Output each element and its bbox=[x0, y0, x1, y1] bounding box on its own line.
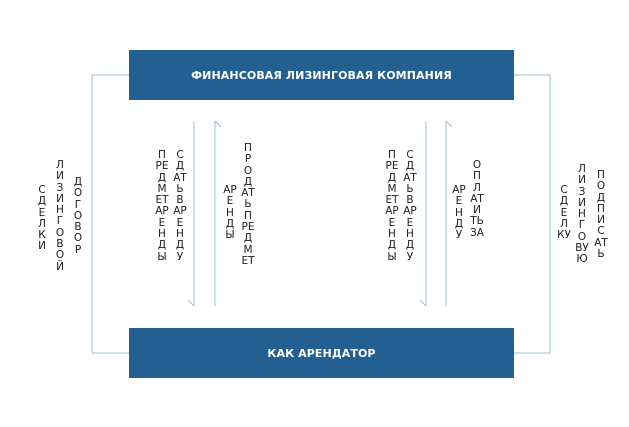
center-left-down-col-2: СДАТЬ В АРЕНДУ bbox=[173, 149, 187, 263]
lessee-label: КАК АРЕНДАТОР bbox=[267, 346, 376, 360]
center-right-up-col-2: ОПЛАТИТЬ ЗА bbox=[470, 159, 484, 239]
center-left-up-col-2: ПРОДАТЬ ПРЕДМЕТ bbox=[241, 142, 255, 267]
left-outer-col-2: ЛИЗИНГОВОЙ bbox=[55, 159, 65, 273]
leasing-company-label: ФИНАНСОВАЯ ЛИЗИНГОВАЯ КОМПАНИЯ bbox=[191, 68, 452, 82]
center-left-up-col-1: АРЕНДЫ bbox=[223, 184, 237, 242]
center-left-down-col-1: ПРЕДМЕТ АРЕНДЫ bbox=[155, 149, 169, 263]
center-right-down-col-1: ПРЕДМЕТ АРЕНДЫ bbox=[385, 149, 399, 263]
left-outer-connector bbox=[92, 75, 129, 353]
left-outer-col-1: СДЕЛКИ bbox=[37, 184, 47, 253]
right-outer-col-3: ПОДПИСАТЬ bbox=[594, 169, 608, 261]
left-outer-col-3: ДОГОВОР bbox=[73, 176, 83, 256]
leasing-company-box bbox=[129, 50, 514, 100]
center-right-up-col-1: АРЕНДУ bbox=[452, 184, 466, 242]
lessee-box bbox=[129, 328, 514, 378]
center-right-down-col-2: СДАТЬ В АРЕНДУ bbox=[403, 149, 417, 263]
right-outer-col-1: СДЕЛКУ bbox=[557, 184, 571, 242]
right-outer-connector bbox=[514, 75, 550, 353]
right-outer-col-2: ЛИЗИНГОВУЮ bbox=[575, 163, 589, 266]
